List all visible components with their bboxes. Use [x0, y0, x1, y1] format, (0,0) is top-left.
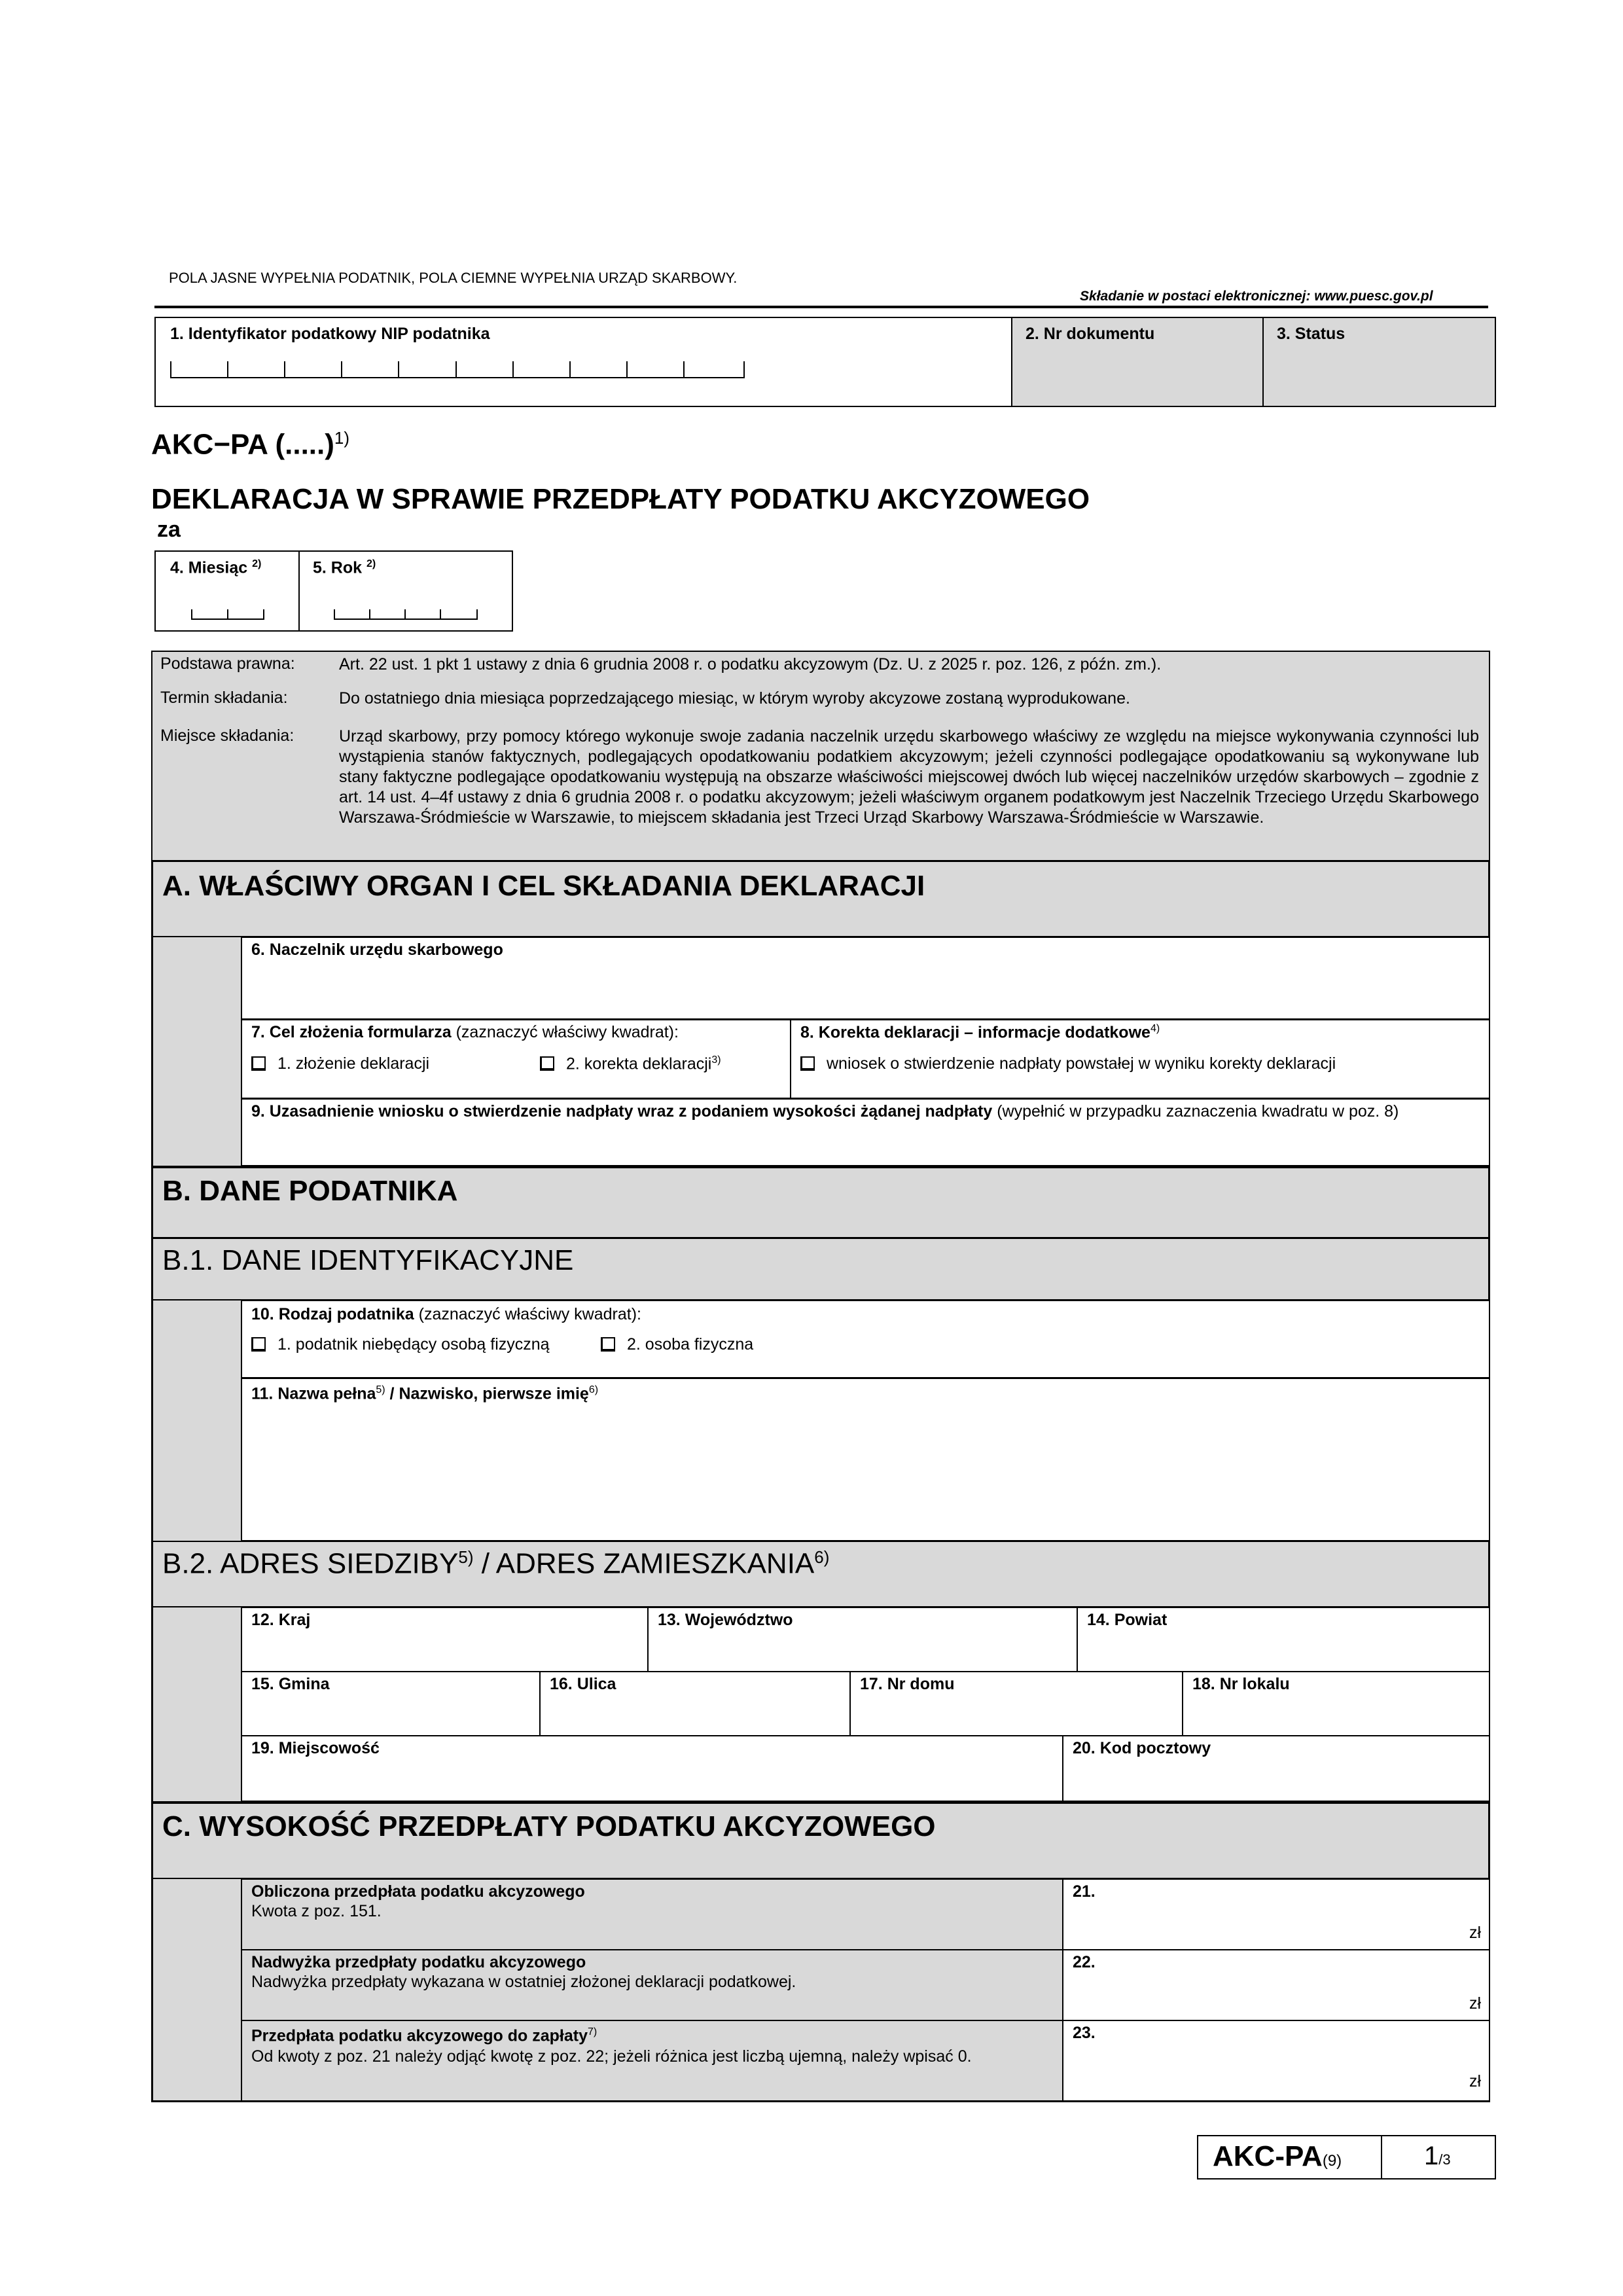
correction-footnote: 3)	[711, 1054, 721, 1066]
street-label: 16. Ulica	[550, 1675, 616, 1693]
section-b1-title: B.1. DANE IDENTYFIKACYJNE	[162, 1244, 574, 1276]
country-field[interactable]	[241, 1607, 649, 1672]
voivodeship-label: 13. Województwo	[658, 1611, 793, 1629]
overpayment-request-label: wniosek o stwierdzenie nadpłaty powstałej w wyniku korekty deklaracji	[827, 1054, 1336, 1073]
section-c-title: C. WYSOKOŚĆ PRZEDPŁATY PODATKU AKCYZOWEGO	[162, 1810, 936, 1842]
instruction-text: POLA JASNE WYPEŁNIA PODATNIK, POLA CIEMNE WYPEŁNIA URZĄD SKARBOWY.	[169, 270, 738, 286]
calculated-prepayment-number: 21.	[1073, 1882, 1096, 1901]
purpose-option-correction-label: 2. korekta deklaracji	[566, 1054, 712, 1073]
footer-page-total: /3	[1438, 2151, 1451, 2168]
full-name-field[interactable]	[241, 1378, 1490, 1541]
legal-basis-value: Art. 22 ust. 1 pkt 1 ustawy z dnia 6 grudnia 2008 r. o podatku akcyzowym (Dz. U. z 2025 r. poz. 126, z późn. zm.).	[339, 655, 1162, 673]
prepayment-due-amount[interactable]	[1062, 2020, 1490, 2102]
section-b2-header	[151, 1541, 1490, 1607]
checkbox-overpayment-request[interactable]	[800, 1056, 815, 1071]
month-field[interactable]	[154, 550, 299, 632]
taxpayer-type-legal-entity[interactable]	[251, 1335, 550, 1354]
overpayment-justification-note: (wypełnić w przypadku zaznaczenia kwadratu w poz. 8)	[992, 1102, 1399, 1121]
taxpayer-type-bold: 10. Rodzaj podatnika	[251, 1305, 414, 1323]
correction-info-field	[790, 1019, 1490, 1099]
overpayment-justification-field[interactable]	[241, 1098, 1490, 1166]
form-title: DEKLARACJA W SPRAWIE PRZEDPŁATY PODATKU AKCYZOWEGO	[151, 483, 1090, 515]
footer-page-box	[1381, 2135, 1496, 2179]
month-comb	[191, 609, 264, 620]
purpose-option-correction[interactable]	[540, 1054, 721, 1073]
year-field[interactable]	[298, 550, 513, 632]
section-a-header	[151, 860, 1490, 937]
za-label: za	[157, 517, 181, 542]
checkbox-correction[interactable]	[540, 1056, 554, 1071]
footer-form-version: (9)	[1322, 2152, 1342, 2170]
taxpayer-type-natural-person-label: 2. osoba fizyczna	[627, 1335, 754, 1354]
municipality-label: 15. Gmina	[251, 1675, 330, 1693]
calculated-prepayment-title: Obliczona przedpłata podatku akcyzowego	[251, 1882, 585, 1901]
purpose-option-submit[interactable]	[251, 1054, 429, 1073]
section-b-title: B. DANE PODATNIKA	[162, 1175, 458, 1207]
county-label: 14. Powiat	[1087, 1611, 1168, 1629]
month-label	[170, 558, 261, 577]
purpose-option-submit-label: 1. złożenie deklaracji	[277, 1054, 430, 1073]
prepayment-due-footnote: 7)	[588, 2026, 597, 2037]
street-field[interactable]	[539, 1671, 851, 1736]
document-number-field	[1011, 317, 1263, 407]
tax-office-label: 6. Naczelnik urzędu skarbowego	[251, 941, 503, 959]
prepayment-surplus-desc	[241, 1949, 1063, 2021]
year-comb	[334, 609, 478, 620]
apartment-number-field[interactable]	[1182, 1671, 1490, 1736]
tax-office-field[interactable]	[241, 937, 1490, 1020]
calculated-prepayment-amount[interactable]	[1062, 1878, 1490, 1950]
house-number-label: 17. Nr domu	[860, 1675, 955, 1693]
section-b2-footnote-b: 6)	[814, 1547, 830, 1567]
calculated-prepayment-desc	[241, 1878, 1063, 1950]
month-label-text: 4. Miesiąc	[170, 558, 248, 577]
prepayment-due-unit: zł	[1469, 2072, 1481, 2090]
document-number-label: 2. Nr dokumentu	[1026, 325, 1155, 343]
section-c-header	[151, 1801, 1490, 1879]
status-field	[1262, 317, 1496, 407]
country-label: 12. Kraj	[251, 1611, 311, 1629]
footer-form-code	[1213, 2140, 1342, 2173]
frame-left-border	[151, 860, 153, 2102]
legal-basis-key: Podstawa prawna:	[160, 655, 295, 673]
electronic-filing-note: Składanie w postaci elektronicznej: www.puesc.gov.pl	[1080, 289, 1433, 304]
place-key: Miejsce składania:	[160, 726, 294, 745]
nip-comb	[170, 361, 745, 378]
correction-info-label	[800, 1023, 1160, 1042]
year-label	[313, 558, 376, 577]
overpayment-request-option[interactable]	[800, 1054, 1336, 1073]
locality-label: 19. Miejscowość	[251, 1739, 380, 1757]
apartment-number-label: 18. Nr lokalu	[1192, 1675, 1290, 1693]
form-code-footnote: 1)	[334, 428, 350, 448]
taxpayer-type-natural-person[interactable]	[601, 1335, 753, 1354]
prepayment-surplus-number: 22.	[1073, 1953, 1096, 1971]
county-field[interactable]	[1077, 1607, 1490, 1672]
postal-code-field[interactable]	[1062, 1735, 1490, 1802]
prepayment-due-title-text: Przedpłata podatku akcyzowego do zapłaty	[251, 2026, 588, 2045]
full-name-label	[251, 1384, 598, 1403]
house-number-field[interactable]	[849, 1671, 1183, 1736]
taxpayer-type-note: (zaznaczyć właściwy kwadrat):	[414, 1305, 641, 1323]
status-label: 3. Status	[1277, 325, 1346, 343]
deadline-value: Do ostatniego dnia miesiąca poprzedzającego miesiąc, w którym wyroby akcyzowe zostaną wyprodukowane.	[339, 689, 1130, 708]
footer-form-code-box	[1197, 2135, 1382, 2179]
footer-page-number	[1424, 2142, 1451, 2171]
section-a-title: A. WŁAŚCIWY ORGAN I CEL SKŁADANIA DEKLARACJI	[162, 870, 925, 902]
overpayment-justification-bold: 9. Uzasadnienie wniosku o stwierdzenie nadpłaty wraz z podaniem wysokości żądanej nadpłaty	[251, 1102, 993, 1121]
checkbox-legal-entity[interactable]	[251, 1337, 266, 1352]
prepayment-surplus-title: Nadwyżka przedpłaty podatku akcyzowego	[251, 1953, 586, 1971]
calculated-prepayment-description: Kwota z poz. 151.	[251, 1902, 382, 1920]
full-name-label-a: 11. Nazwa pełna	[251, 1384, 376, 1403]
prepayment-due-description: Od kwoty z poz. 21 należy odjąć kwotę z poz. 22; jeżeli różnica jest liczbą ujemną, należy wpisać 0.	[251, 2047, 972, 2066]
prepayment-due-title	[251, 2026, 597, 2045]
legal-info-block	[151, 651, 1490, 861]
prepayment-due-desc	[241, 2020, 1063, 2102]
municipality-field[interactable]	[241, 1671, 541, 1736]
section-b-header	[151, 1166, 1490, 1238]
full-name-label-b: / Nazwisko, pierwsze imię	[385, 1384, 589, 1403]
prepayment-surplus-amount[interactable]	[1062, 1949, 1490, 2021]
purpose-label-note: (zaznaczyć właściwy kwadrat):	[451, 1023, 679, 1041]
year-label-text: 5. Rok	[313, 558, 363, 577]
calculated-prepayment-unit: zł	[1469, 1924, 1481, 1942]
purpose-label-bold: 7. Cel złożenia formularza	[251, 1023, 452, 1041]
footer-form-code-text: AKC-PA	[1213, 2140, 1323, 2172]
postal-code-label: 20. Kod pocztowy	[1073, 1739, 1211, 1757]
footer-page-current: 1	[1424, 2142, 1439, 2170]
voivodeship-field[interactable]	[647, 1607, 1078, 1672]
section-b2-title-a: B.2. ADRES SIEDZIBY	[162, 1547, 459, 1580]
correction-info-footnote: 4)	[1150, 1023, 1160, 1034]
section-b1-header	[151, 1238, 1490, 1300]
nip-label: 1. Identyfikator podatkowy NIP podatnika	[170, 325, 490, 343]
section-b2-footnote-a: 5)	[458, 1547, 474, 1567]
form-code	[151, 428, 349, 461]
month-footnote: 2)	[252, 558, 262, 569]
place-value: Urząd skarbowy, przy pomocy którego wykonuje swoje zadania naczelnik urzędu skarbowego właściwy ze względu na miejsce wykonywania czynności lub wystąpienia stanów faktycznych, podlegających opodatkowaniu podatkiem akcyzowym; jeżeli czynności podlegające opodatkowaniu są wykonywane lub stany faktyczne podlegające opodatkowaniu występują na obszarze właściwości miejscowej dwóch lub więcej naczelników urzędów skarbowych – zgodnie z art. 14 ust. 4–4f ustawy z dnia 6 grudnia 2008 r. o podatku akcyzowym; jeżeli właściwym organem podatkowym jest Naczelnik Trzeciego Urzędu Skarbowego Warszawa-Śródmieście w Warszawie, to miejscem składania jest Trzeci Urząd Skarbowy Warszawa-Śródmieście w Warszawie.	[339, 727, 1479, 827]
full-name-footnote-b: 6)	[588, 1384, 599, 1395]
taxpayer-type-label	[251, 1305, 641, 1324]
section-b2-title	[162, 1547, 829, 1581]
full-name-footnote-a: 5)	[376, 1384, 385, 1395]
year-footnote: 2)	[366, 558, 376, 569]
locality-field[interactable]	[241, 1735, 1063, 1802]
prepayment-surplus-description: Nadwyżka przedpłaty wykazana w ostatniej złożonej deklaracji podatkowej.	[251, 1973, 796, 1991]
deadline-key: Termin składania:	[160, 689, 288, 707]
purpose-label	[251, 1023, 679, 1042]
nip-field[interactable]	[154, 317, 1012, 407]
correction-info-label-text: 8. Korekta deklaracji – informacje dodatkowe	[800, 1023, 1150, 1042]
taxpayer-type-legal-entity-label: 1. podatnik niebędący osobą fizyczną	[277, 1335, 550, 1354]
checkbox-natural-person[interactable]	[601, 1337, 615, 1352]
header-rule	[154, 306, 1488, 308]
taxpayer-type-field	[241, 1300, 1490, 1378]
section-b2-title-b: / ADRES ZAMIESZKANIA	[473, 1547, 815, 1580]
prepayment-due-number: 23.	[1073, 2024, 1096, 2042]
purpose-field	[241, 1019, 791, 1099]
left-margin-column	[151, 860, 241, 2102]
prepayment-surplus-unit: zł	[1469, 1994, 1481, 2013]
checkbox-submit[interactable]	[251, 1056, 266, 1071]
form-code-text: AKC−PA (.....)	[151, 428, 334, 461]
overpayment-justification-label	[251, 1102, 1399, 1121]
